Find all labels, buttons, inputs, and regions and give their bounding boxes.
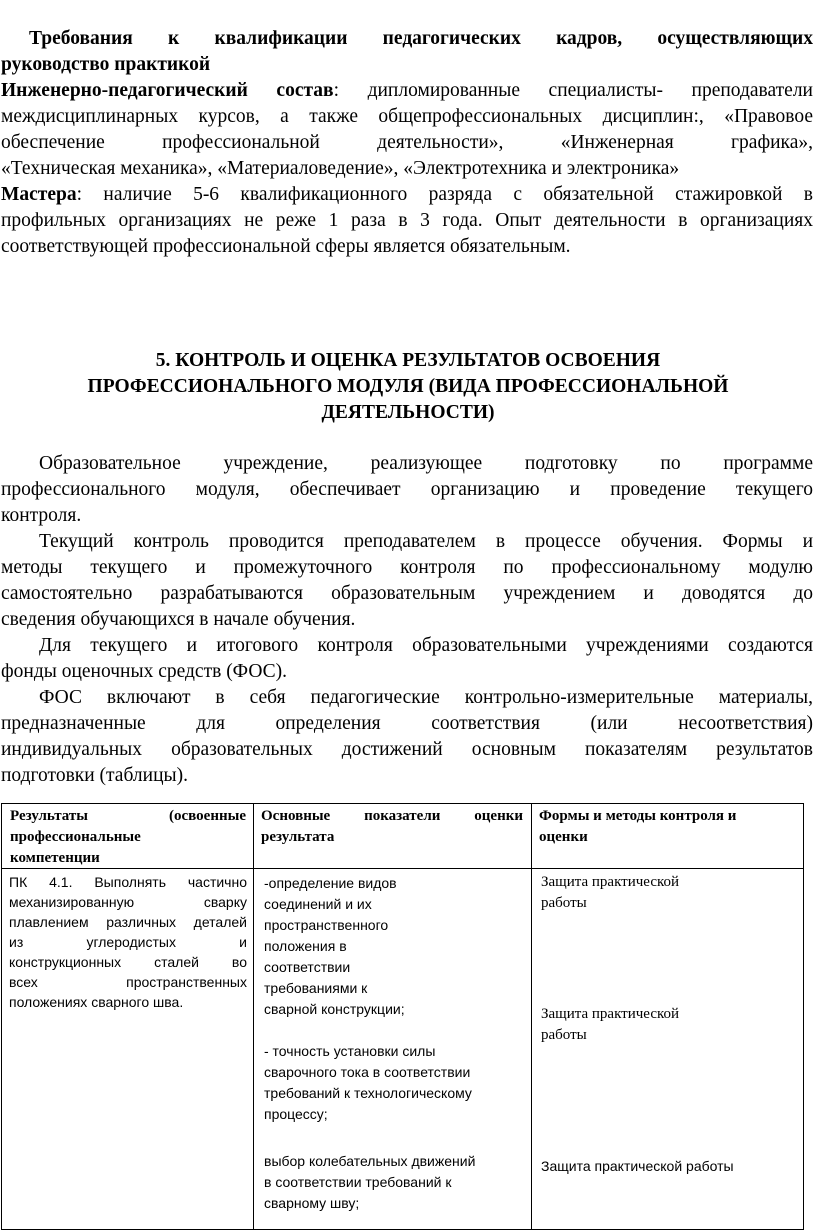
method-1-line-2: работы: [541, 895, 587, 911]
para4-line-2: предназначенные для определения соответствия (или несоответствия): [1, 713, 813, 734]
para2-line-2: методы текущего и промежуточного контроля по профессиональному модулю: [1, 557, 813, 578]
header-results-line-3: компетенции: [10, 850, 100, 866]
requirements-heading-line-2: руководство практикой: [1, 54, 211, 75]
para1-line-1: Образовательное учреждение, реализующее подготовку по программе: [39, 453, 813, 474]
competence-line-2: механизированную сварку: [9, 894, 247, 910]
staff-line-1: [1, 78, 813, 104]
header-cell-results: [2, 804, 254, 869]
indicator-1-line-4: положения в: [264, 938, 347, 954]
masters-line-1: [1, 182, 813, 208]
header-cell-methods: [532, 804, 804, 869]
staff-line-2: междисциплинарных курсов, а также общепрофессиональных дисциплин:, «Правовое: [1, 106, 813, 127]
indicator-2-line-1: - точность установки силы: [264, 1043, 436, 1059]
header-cell-indicators: [254, 804, 532, 869]
requirements-heading-line-1: Требования к квалификации педагогических кадров, осуществляющих: [29, 28, 813, 49]
para4-line-3: индивидуальных образовательных достижений основным показателям результатов: [1, 739, 813, 760]
masters-label: Мастера: [1, 184, 77, 205]
masters-line-2: профильных организациях не реже 1 раза в 3 года. Опыт деятельности в организациях: [1, 210, 813, 231]
header-methods-line-1: Формы и методы контроля и: [539, 808, 737, 824]
indicator-3-line-3: сварному шву;: [264, 1195, 360, 1211]
para4-line-1: ФОС включают в себя педагогические контрольно-измерительные материалы,: [39, 687, 813, 708]
para2-line-4: сведения обучающихся в начале обучения.: [1, 609, 356, 630]
indicator-1-line-2: соединений и их: [264, 896, 372, 912]
competence-line-3: плавлением различных деталей: [9, 914, 247, 930]
section-title-line-1: 5. КОНТРОЛЬ И ОЦЕНКА РЕЗУЛЬТАТОВ ОСВОЕНИЯ: [155, 350, 661, 371]
competence-line-6: всех пространственных: [9, 974, 247, 990]
indicator-2-line-4: процессу;: [264, 1106, 328, 1122]
para4-line-4: подготовки (таблицы).: [1, 765, 188, 786]
indicator-1-line-5: соответствии: [264, 959, 351, 975]
methods-cell: [532, 869, 804, 1230]
para3-line-2: фонды оценочных средств (ФОС).: [1, 661, 288, 682]
indicator-1-line-6: требованиями к: [264, 980, 368, 996]
competence-line-5: конструкционных сталей во: [9, 954, 247, 970]
indicator-1-line-7: сварной конструкции;: [264, 1001, 405, 1017]
method-1-line-1: Защита практической: [541, 874, 680, 890]
method-2-line-1: Защита практической: [541, 1006, 680, 1022]
para2-line-1: Текущий контроль проводится преподавателем в процессе обучения. Формы и: [39, 531, 813, 552]
masters-line-3: соответствующей профессиональной сферы является обязательным.: [1, 236, 571, 257]
para2-line-3: самостоятельно разрабатываются образовательным учреждением и доводятся до: [1, 583, 813, 604]
staff-line-4: «Техническая механика», «Материаловедение», «Электротехника и электроника»: [1, 158, 680, 179]
header-results-line-1: Результаты (освоенные: [10, 808, 246, 824]
masters-text-1: : наличие 5-6 квалификационного разряда с обязательной стажировкой в: [76, 184, 813, 205]
section-title-line-3: ДЕЯТЕЛЬНОСТИ): [321, 402, 495, 423]
table-header-row: [2, 804, 804, 869]
header-indicators-line-2: результата: [261, 829, 335, 845]
indicator-3-line-1: выбор колебательных движений: [264, 1153, 476, 1169]
competence-line-4: из углеродистых и: [9, 934, 247, 950]
header-results-line-2: профессиональные: [10, 829, 141, 845]
method-2-line-2: работы: [541, 1027, 587, 1043]
para3-line-1: Для текущего и итогового контроля образовательными учреждениями создаются: [39, 635, 813, 656]
table-row: [2, 869, 804, 1230]
results-table: [1, 803, 804, 1230]
para1-line-2: профессионального модуля, обеспечивает организацию и проведение текущего: [1, 479, 813, 500]
indicator-1-line-1: -определение видов: [264, 875, 397, 891]
indicators-cell: [254, 869, 532, 1230]
competence-line-7: положениях сварного шва.: [9, 994, 184, 1010]
header-methods-line-2: оценки: [539, 829, 588, 845]
indicator-1-line-3: пространственного: [264, 917, 389, 933]
indicator-3-line-2: в соответствии требований к: [264, 1174, 452, 1190]
header-indicators-line-1: Основные показатели оценки: [261, 808, 523, 824]
para1-line-3: контроля.: [1, 505, 82, 526]
staff-text-1: : дипломированные специалисты- преподаватели: [333, 80, 813, 101]
competence-cell: [2, 869, 254, 1230]
method-3: Защита практической работы: [541, 1158, 734, 1174]
competence-line-1: ПК 4.1. Выполнять частично: [9, 874, 247, 890]
indicator-2-line-2: сварочного тока в соответствии: [264, 1064, 471, 1080]
staff-line-3: обеспечение профессиональной деятельности», «Инженерная графика»,: [1, 132, 813, 153]
section-title-line-2: ПРОФЕССИОНАЛЬНОГО МОДУЛЯ (ВИДА ПРОФЕССИОНАЛЬНОЙ: [87, 376, 729, 397]
staff-label: Инженерно-педагогический состав: [1, 80, 334, 101]
indicator-2-line-3: требований к технологическому: [264, 1085, 472, 1101]
